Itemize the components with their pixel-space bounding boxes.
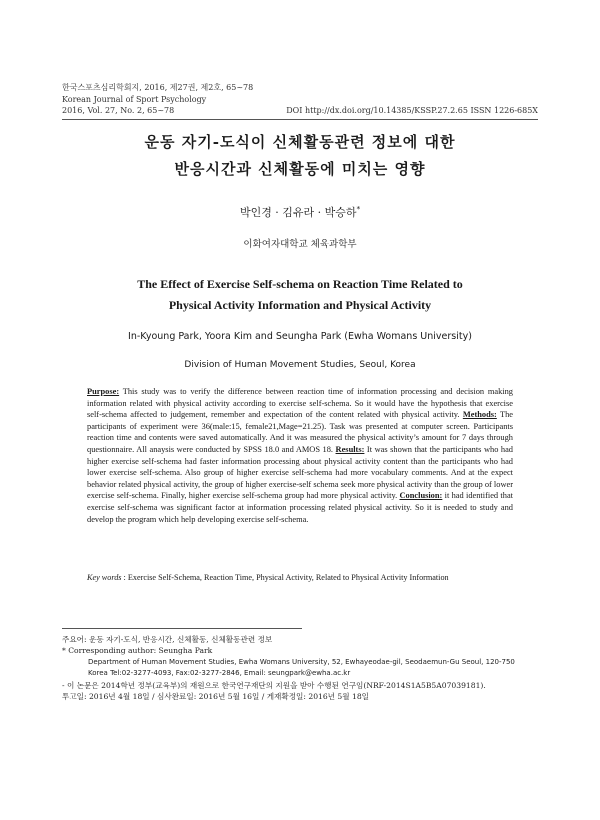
results-text: It was shown that the participants who had higher exercise self-schema had faster information processing about physical activity content than the participants who had lower exercise self-schema. Also group of higher exercise self-schema had more vocabulary comments. And at the expect behavior related physical activity, the group of higher exercise-self schema seek more physical activity than the group of lower exercise self-schema. Finally, higher exercise self-schema group had more physical activity. [87,444,513,501]
footnote-corresponding: * Corresponding author: Seungha Park [62,646,213,656]
keywords-text: : Exercise Self-Schema, Reaction Time, Physical Activity, Related to Physical Activity Information [121,573,449,582]
journal-doi-issn: DOI http://dx.doi.org/10.14385/KSSP.27.2.65 ISSN 1226-685X [286,106,538,115]
methods-label: Methods: [462,410,497,420]
journal-volume-line: 2016, Vol. 27, No. 2, 65~78 [62,106,175,115]
results-label: Results: [335,444,365,454]
footnote-main-words: 주요어: 운동 자기-도식, 반응시간, 신체활동, 신체활동관련 정보 [62,635,273,644]
footnote-dates: 투고일: 2016년 4월 18일 / 심사완료일: 2016년 5월 16일 / 게재확정일: 2016년 5월 18일 [62,692,370,702]
korean-authors [62,204,538,220]
purpose-label: Purpose: [87,387,120,396]
footnotes [62,634,538,702]
korean-affiliation: 이화여자대학교 체육과학부 [243,239,357,250]
methods-text: The participants of experiment were 36(male:15, female21,Mage=21.25). Task was presented at computer screen. Participants reaction time and contents were saved automatically. And it was measured the physical activity’s amount for 7 days through questionnaire. All anaysis were conducted by SPSS 18.0 and AMOS 18. [87,410,513,454]
english-title-line1: The Effect of Exercise Self-schema on Reaction Time Related to [137,277,463,291]
journal-korean-citation: 한국스포츠심리학회지, 2016, 제27권, 제2호, 65~78 [62,83,254,92]
footnote-contact: Korea Tel:02-3277-4093, Fax:02-3277-2846, Email: seungpark@ewha.ac.kr [88,669,351,678]
english-title-line2: Physical Activity Information and Physical Activity [168,298,432,312]
journal-header [62,82,538,117]
korean-title-line1: 운동 자기-도식이 신체활동관련 정보에 대한 [144,133,456,151]
header-divider [62,119,538,120]
english-authors: In-Kyoung Park, Yoora Kim and Seungha Park (Ewha Womans University) [128,331,472,342]
conclusion-label: Conclusion: [399,491,443,501]
abstract [87,386,513,525]
corresponding-mark: * [356,205,361,214]
footnote-divider [62,628,302,629]
english-affiliation: Division of Human Movement Studies, Seoul, Korea [184,360,416,370]
korean-title-line2: 반응시간과 신체활동에 미치는 영향 [174,160,426,178]
journal-english-name: Korean Journal of Sport Psychology [62,94,207,104]
korean-authors-names: 박인경 · 김유라 · 박승하 [239,206,357,219]
footnote-funding: - 이 논문은 2014학년 정부(교육부)의 재원으로 한국연구재단의 지원을 받아 수행된 연구임(NRF-2014S1A5B5A07039181). [62,680,486,690]
keywords [87,573,527,582]
conclusion-text: it had identified that exercise self-schema was significant factor at information processing related physical activity. So it is needed to study and develop the program which help developing exercise self-schema. [87,491,513,524]
purpose-text: This study was to verify the difference between reaction time of information processing and decision making information related with physical activity according to exercise self-schema. So it would have the hypothesis that exercise self-schema affected to judgement, remember and expectation of the content related with physical activity. [87,387,513,420]
footnote-address: Department of Human Movement Studies, Ewha Womans University, 52, Ewhayeodae-gil, Seodaemun-Gu Seoul, 120-750 [88,657,515,666]
keywords-label: Key words [87,573,122,582]
